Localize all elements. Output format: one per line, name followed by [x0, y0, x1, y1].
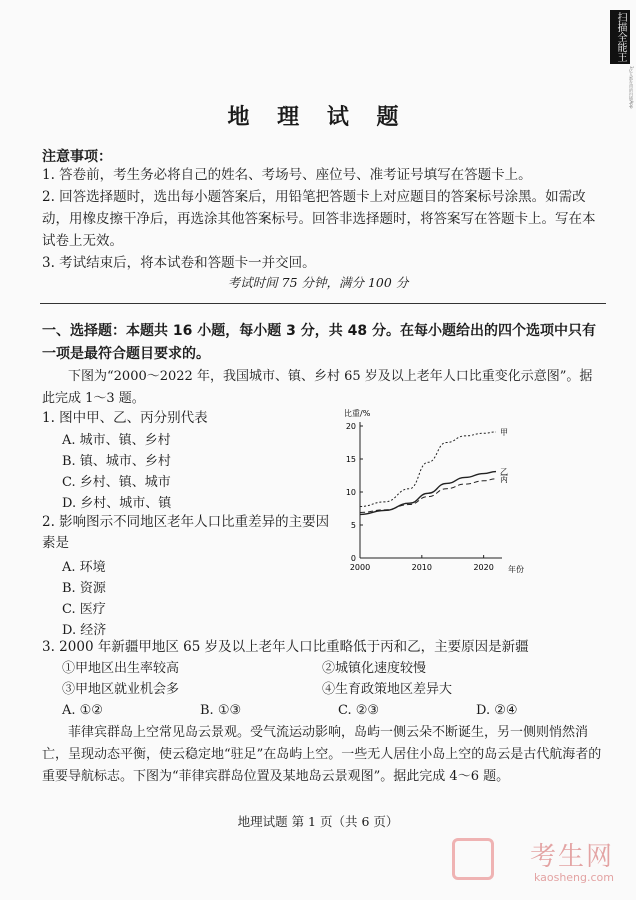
q3-statement-2: ②城镇化速度较慢 [322, 661, 427, 676]
watermark-en: kaosheng.com [533, 871, 614, 884]
chart-ytick-label: 0 [350, 554, 356, 563]
divider [40, 303, 606, 304]
q1-option-b[interactable]: B. 镇、城市、乡村 [62, 454, 171, 469]
q3-stem: 3. 2000 年新疆甲地区 65 岁及以上老年人口比重略低于丙和乙，主要原因是新疆 [42, 639, 529, 655]
page-title: 地 理 试 题 [227, 105, 409, 130]
chart-ytick-label: 20 [345, 422, 356, 431]
q3-statement-4: ④生育政策地区差异大 [322, 682, 453, 697]
q3-statement-1: ①甲地区出生率较高 [62, 661, 180, 676]
scanner-badge: 扫描全能王 [610, 10, 630, 64]
notice-item-3: 3. 考试结束后，将本试卷和答题卡一并交回。 [42, 255, 316, 271]
q3-option-d[interactable]: D. ②④ [476, 703, 518, 718]
chart-series-label-2: 乙 [500, 467, 508, 477]
q2-option-a[interactable]: A. 环境 [62, 560, 106, 575]
watermark-cn: 考生网 [529, 842, 614, 872]
q2-option-d[interactable]: D. 经济 [62, 623, 107, 638]
q3-option-b[interactable]: B. ①③ [200, 703, 242, 718]
q2-option-b[interactable]: B. 资源 [62, 581, 106, 596]
q1-stem: 1. 图中甲、乙、丙分别代表 [42, 410, 208, 426]
watermark-logo-icon [452, 838, 494, 880]
page-footer: 地理试题 第 1 页（共 6 页） [237, 814, 399, 829]
chart-ytick-label: 5 [350, 521, 356, 530]
section-intro: 下图为“2000～2022 年，我国城市、镇、乡村 65 岁及以上老年人口比重变化示意图”。据此完成 1～3 题。 [42, 369, 593, 406]
chart-xlabel: 年份 [508, 565, 524, 574]
q3-statement-3: ③甲地区就业机会多 [62, 682, 180, 697]
q3-option-c[interactable]: C. ②③ [338, 703, 380, 718]
chart-ytick-label: 15 [345, 455, 356, 464]
q1-option-c[interactable]: C. 乡村、镇、城市 [62, 475, 171, 490]
chart-xtick-label: 2000 [349, 563, 371, 572]
chart-series-line-2 [360, 472, 496, 515]
population-ratio-chart [336, 404, 526, 578]
chart-ylabel: 比重/% [344, 409, 371, 418]
scanner-badge-subtitle: 3亿人都在用的扫描App [629, 66, 634, 109]
chart-xtick-label: 2010 [411, 563, 432, 572]
q3-option-a[interactable]: A. ①② [62, 703, 103, 718]
q2-option-c[interactable]: C. 医疗 [62, 602, 106, 617]
exam-time-line: 考试时间 75 分钟，满分 100 分 [227, 275, 409, 290]
notice-heading: 注意事项： [42, 149, 112, 165]
q2-stem: 2. 影响图示不同地区老年人口比重差异的主要因素是 [42, 514, 330, 551]
q1-option-a[interactable]: A. 城市、镇、乡村 [62, 433, 171, 448]
chart-ytick-label: 10 [345, 488, 356, 497]
watermark [530, 836, 614, 884]
passage-island-clouds: 菲律宾群岛上空常见岛云景观。受气流运动影响，岛屿一侧云朵不断诞生，另一侧则悄然消亡，呈现动态平衡，使云稳定地“驻足”在岛屿上空。一些无人居住小岛上空的岛云是古代航海者的重要导航标志。下图为“菲律宾群岛位置及某地岛云景观图”。据此完成 4～6 题。 [42, 725, 602, 784]
notice-item-1: 1. 答卷前，考生务必将自己的姓名、考场号、座位号、准考证号填写在答题卡上。 [42, 167, 532, 183]
chart-series-line-1 [360, 432, 496, 507]
q1-option-d[interactable]: D. 乡村、城市、镇 [62, 496, 172, 511]
chart-series-line-3 [360, 479, 496, 513]
chart-series-label-3: 丙 [500, 474, 508, 484]
notice-item-2: 2. 回答选择题时，选出每小题答案后，用铅笔把答题卡上对应题目的答案标号涂黑。如需改动，用橡皮擦干净后，再选涂其他答案标号。回答非选择题时，将答案写在答题卡上。写在本试卷上无效。 [42, 189, 596, 249]
chart-series-label-1: 甲 [500, 427, 508, 437]
section-heading: 一、选择题：本题共 16 小题，每小题 3 分，共 48 分。在每小题给出的四个选项中只有一项是最符合题目要求的。 [42, 323, 596, 362]
chart-xtick-label: 2020 [473, 563, 494, 572]
